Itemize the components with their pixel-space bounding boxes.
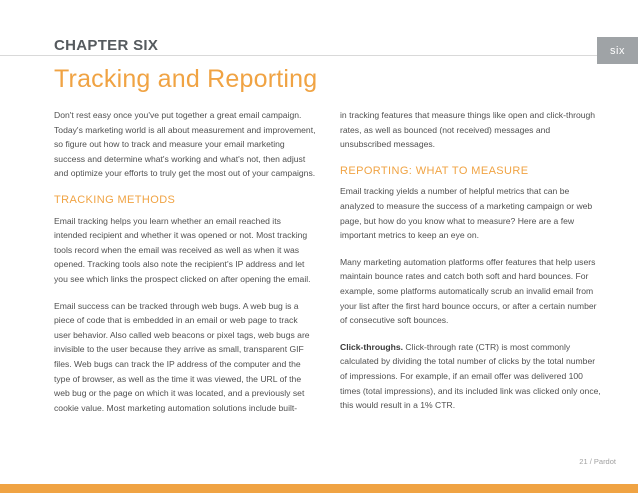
click-through-paragraph (340, 340, 602, 413)
page-title: Tracking and Reporting (54, 65, 318, 93)
section-heading-reporting: REPORTING: WHAT TO MEASURE (340, 164, 529, 177)
bottom-accent-bar (0, 484, 638, 493)
left-column (54, 108, 316, 427)
click-through-text: Click-through rate (CTR) is most commonly calculated by dividing the total number of clicks by the total number of impressions. For example, if an email offer was delivered 100 times (total impressions), and its included link was clicked only once, this would result in a 1% CTR. (340, 341, 601, 411)
continuation-paragraph: in tracking features that measure things like open and click-through rates, as well as bounced (not received) messages and unsubscribed messages. (340, 110, 596, 150)
chapter-tab: six (597, 37, 638, 64)
reporting-paragraph-2: Many marketing automation platforms offer features that help users maintain bounce rates and catch both soft and hard bounces. For example, some platforms automatically scrub an invalid email from your list after the first hard bounce occurs, or after a certain number of consecutive soft bounces. (340, 256, 597, 326)
page-number: 21 / Pardot (579, 457, 616, 466)
right-column (340, 108, 602, 425)
intro-paragraph: Don't rest easy once you've put together a great email campaign. Today's marketing world is all about measurement and improvement, so figure out how to track and measure your email marketing success and determine what's working and what's not, then adjust and optimize your efforts to truly get the most out of your campaigns. (54, 110, 316, 179)
click-through-term: Click-throughs. (340, 341, 404, 352)
tracking-paragraph-1: Email tracking helps you learn whether an email reached its intended recipient and whether it was opened or not. Most tracking tools record when the email was received as well as when it was opened. Tracking tools also note the recipient's IP address and let you see which links the prospect clicked on after opening the email. (54, 215, 311, 284)
reporting-paragraph-1: Email tracking yields a number of helpful metrics that can be analyzed to measure the success of a marketing campaign or web page, but how do you know what to measure? Here are a few important metrics to keep an eye on. (340, 186, 593, 241)
section-heading-tracking-methods: TRACKING METHODS (54, 193, 176, 206)
tracking-paragraph-2: Email success can be tracked through web bugs. A web bug is a piece of code that is embedded in an email or web page to track user behavior. Also called web beacons or pixel tags, web bugs are invisible to the user because they arrive as small, transparent GIF files. Web bugs can track the IP address of the computer and the type of browser, as well as the time it was viewed, the URL of the web bug or the page on which it was located, and a previously set cookie value. Most marketing automation solutions include built- (54, 300, 310, 413)
chapter-label: CHAPTER SIX (54, 37, 159, 54)
